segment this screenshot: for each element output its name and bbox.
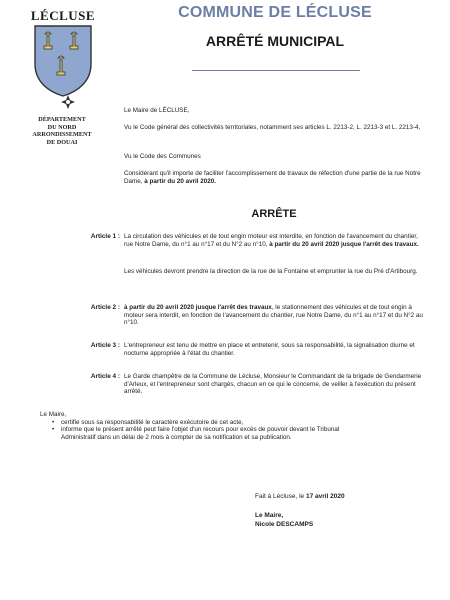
article-1-label: Article 1 :	[90, 233, 120, 240]
article-2-date: à partir du 20 avril 2020 jusque l'arrêt des travaux	[124, 304, 272, 311]
closing-block	[40, 411, 340, 441]
article-3-label: Article 3 :	[90, 342, 120, 349]
fait-a-text: Fait à Lécluse, le	[255, 493, 306, 500]
signature-name: Nicole DESCAMPS	[255, 521, 314, 528]
closing-bullet-2: • informe que le présent arrêté peut faire l'objet d'un recours pour excès de pouvoir devant le Tribunal Administratif dans un délai de 2 mois à compter de sa notification et sa publication.	[52, 426, 340, 441]
considerant-paragraph	[124, 170, 424, 185]
dept-line-1: DÉPARTEMENT	[38, 116, 86, 123]
considerant-text: Considérant qu'il importe de faciliter l'accomplissement de travaux de réfection d'une partie de la rue Notre Dame,	[124, 170, 421, 185]
town-name-label: LÉCLUSE	[30, 8, 96, 23]
vu-code-general: Vu le Code général des collectivités territoriales, notamment ses articles L. 2213-2, L. 2213-3 et L. 2213-4,	[124, 124, 421, 131]
department-block	[20, 116, 104, 146]
article-4-body: Le Garde champêtre de la Commune de Lécluse, Monsieur le Commandant de la brigade de Gendarmerie d'Arleux, et l'entrepreneur sont chargés, chacun en ce qui le concerne, de veiller à l'exécution du présent arrêté.	[124, 373, 422, 396]
commune-title: COMMUNE DE LÉCLUSE	[178, 4, 372, 21]
article-2-text: , le stationnement des véhicules et de tout engin à moteur sera interdit, en fonction de l'avancement du chantier, rue Notre Dame, du n°1 au n°17 et du N°2 au n°10.	[124, 304, 423, 327]
header-divider	[192, 70, 360, 71]
signature-role: Le Maire,	[255, 512, 284, 519]
dept-line-2: DU NORD	[47, 123, 77, 131]
article-4-label: Article 4 :	[90, 373, 120, 380]
signature-date: 17 avril 2020	[305, 493, 345, 500]
closing-intro: Le Maire,	[40, 411, 67, 418]
maire-intro: Le Maire de LÉCLUSE,	[124, 107, 190, 114]
closing-bullet-1: • certifie sous sa responsabilité le caractère exécutoire de cet acte,	[52, 419, 340, 427]
dept-line-3: ARRONDISSEMENT	[32, 131, 92, 138]
article-1-text: La circulation des véhicules et de tout engin moteur est interdite, en fonction de l'avancement du chantier, rue Notre Dame, du n°1 au n°17 et du N°2 au n°10,	[124, 233, 418, 248]
coat-of-arms-icon	[33, 24, 93, 98]
article-1-date: à partir du 20 avril 2020 jusque l'arrêt des travaux.	[269, 240, 419, 248]
signature-place-date	[255, 493, 425, 501]
article-1-body	[124, 233, 424, 248]
decoration-cross-icon	[60, 94, 76, 110]
article-2-body	[124, 304, 424, 327]
vu-code-communes: Vu le Code des Communes	[124, 153, 201, 160]
dept-line-4: DE DOUAI	[46, 138, 78, 146]
arrete-heading: ARRÊTE	[251, 208, 297, 220]
arrete-title: ARRÊTÉ MUNICIPAL	[205, 33, 345, 49]
article-2-label: Article 2 :	[90, 304, 120, 311]
article-1-detour: Les véhicules devront prendre la direction de la rue de la Fontaine et emprunter la rue du Pré d'Artibourg.	[124, 268, 418, 275]
considerant-date: à partir du 20 avril 2020.	[144, 177, 217, 185]
article-3-body: L'entrepreneur est tenu de mettre en place et entretenir, sous sa responsabilité, la signalisation diurne et nocturne appropriée à l'état du chantier.	[124, 342, 415, 357]
